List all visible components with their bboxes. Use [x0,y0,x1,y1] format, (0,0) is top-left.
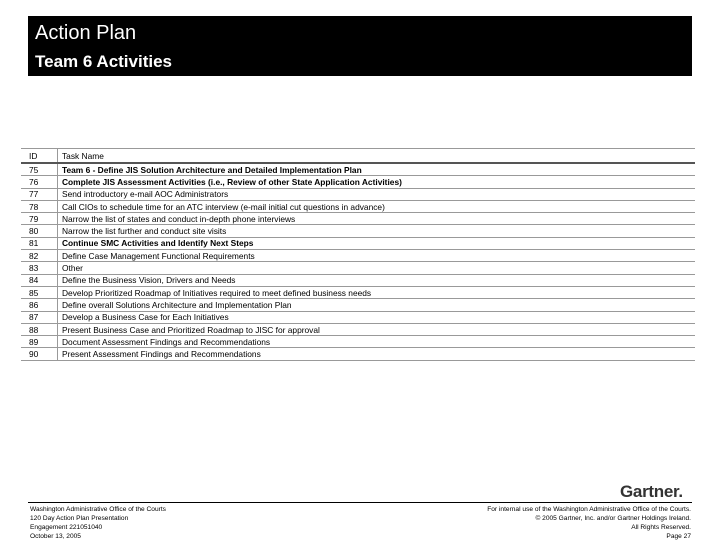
task-name: Send introductory e-mail AOC Administrators [58,188,696,200]
table-row [21,225,695,237]
task-name: Document Assessment Findings and Recommendations [58,336,696,348]
task-name: Call CIOs to schedule time for an ATC interview (e-mail initial cut questions in advance) [58,200,696,212]
task-name: Narrow the list further and conduct site visits [58,225,696,237]
task-name: Narrow the list of states and conduct in-depth phone interviews [58,213,696,225]
task-id: 78 [21,200,58,212]
table-row [21,262,695,274]
task-id: 82 [21,250,58,262]
task-name: Develop Prioritized Roadmap of Initiatives required to meet defined business needs [58,286,696,298]
task-id: 89 [21,336,58,348]
title-bar [28,16,692,76]
task-id: 84 [21,274,58,286]
page-title: Action Plan [35,22,137,44]
footer-divider [28,502,692,503]
task-id: 83 [21,262,58,274]
task-id: 81 [21,237,58,249]
task-name: Complete JIS Assessment Activities (i.e., Review of other State Application Activities) [58,176,696,188]
footer-engagement: Engagement 221051040 [30,524,103,531]
table-row [21,250,695,262]
task-name: Continue SMC Activities and Identify Next Steps [58,237,696,249]
task-name: Define the Business Vision, Drivers and Needs [58,274,696,286]
task-id: 88 [21,323,58,335]
footer-copyright: © 2005 Gartner, Inc. and/or Gartner Holdings Ireland. [535,515,691,522]
table-row [21,237,695,249]
task-id: 76 [21,176,58,188]
task-table [21,148,695,361]
task-name: Develop a Business Case for Each Initiatives [58,311,696,323]
task-name: Present Assessment Findings and Recommendations [58,348,696,360]
footer-usage-note: For internal use of the Washington Administrative Office of the Courts. [487,506,691,513]
footer-rights: All Rights Reserved. [631,524,691,531]
task-id: 85 [21,286,58,298]
task-name: Define Case Management Functional Requirements [58,250,696,262]
table-row [21,274,695,286]
task-id: 87 [21,311,58,323]
task-table-body [21,163,695,360]
task-id: 75 [21,163,58,176]
table-header-row [21,149,695,164]
task-name: Define overall Solutions Architecture and Implementation Plan [58,299,696,311]
column-header-task-name: Task Name [58,149,696,164]
footer-date: October 13, 2005 [30,533,81,540]
table-row [21,336,695,348]
table-row [21,163,695,176]
task-name: Team 6 - Define JIS Solution Architecture and Detailed Implementation Plan [58,163,696,176]
column-header-id: ID [21,149,58,164]
task-name: Present Business Case and Prioritized Roadmap to JISC for approval [58,323,696,335]
table-row [21,286,695,298]
footer-presentation: 120 Day Action Plan Presentation [30,515,129,522]
footer-right [487,505,691,541]
task-name: Other [58,262,696,274]
task-id: 79 [21,213,58,225]
table-row [21,311,695,323]
table-row [21,299,695,311]
gartner-logo: Gartner. [620,482,683,501]
page-subtitle: Team 6 Activities [35,52,173,71]
table-row [21,213,695,225]
table-row [21,348,695,360]
task-id: 86 [21,299,58,311]
table-row [21,323,695,335]
footer-org: Washington Administrative Office of the Courts [30,506,166,513]
task-id: 80 [21,225,58,237]
task-id: 77 [21,188,58,200]
table-row [21,188,695,200]
footer-left [30,505,166,541]
page-number: Page 27 [666,533,691,540]
table-row [21,200,695,212]
table-row [21,176,695,188]
task-id: 90 [21,348,58,360]
